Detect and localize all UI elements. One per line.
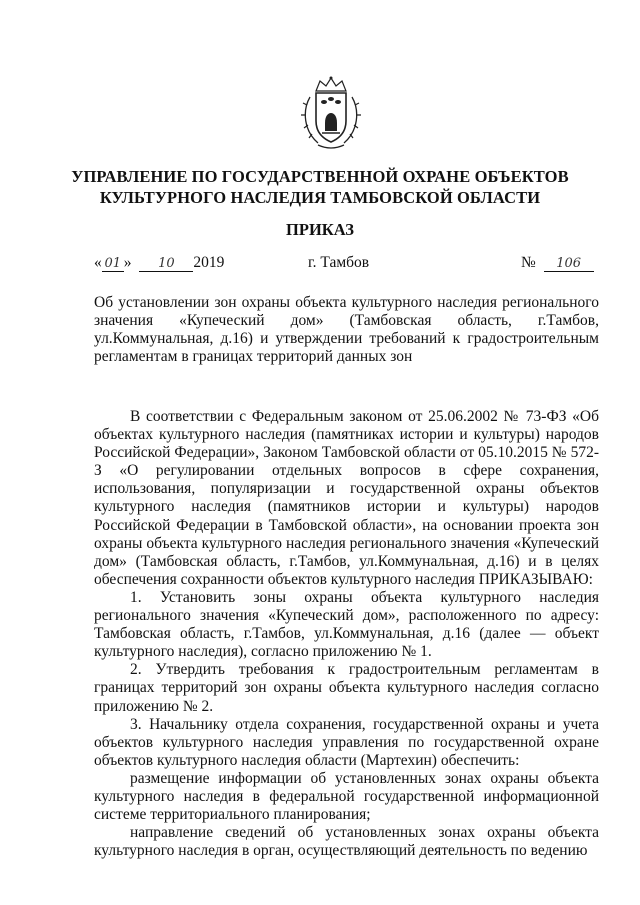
organization-name (40, 166, 600, 208)
body-paragraph-item-1: 1. Установить зоны охраны объекта культурного наследия регионального значения «Купеческий дом», расположенного по адресу: Тамбовская область, г.Тамбов, ул.Коммунальная, д.16 (далее — объект культурного наследия), согласно приложению № 1. (94, 588, 599, 661)
body-paragraph-item-3-sub-2: направление сведений об установленных зонах охраны объекта культурного наследия в орган, осуществляющий деятельность по ведению (94, 824, 599, 860)
document-body (94, 408, 599, 860)
date-open-quote: « (94, 254, 102, 271)
organization-name-line-2: КУЛЬТУРНОГО НАСЛЕДИЯ ТАМБОВСКОЙ ОБЛАСТИ (99, 188, 541, 207)
date-year: 2019 (193, 254, 225, 271)
body-paragraph-item-2: 2. Утвердить требования к градостроительным регламентам в границах территорий зон охраны объекта культурного наследия согласно приложению № 2. (94, 661, 599, 715)
body-paragraph-item-3-sub-1: размещение информации об установленных зонах охраны объекта культурного наследия в федеральной государственной информационной системе территориального планирования; (94, 769, 599, 824)
number-label: № (521, 254, 536, 271)
number-field (544, 254, 594, 272)
date-day-field (102, 254, 124, 272)
document-date (94, 254, 224, 272)
tambov-coat-of-arms-emblem (298, 75, 364, 151)
organization-name-line-1: УПРАВЛЕНИЕ ПО ГОСУДАРСТВЕННОЙ ОХРАНЕ ОБЪЕКТОВ (71, 167, 569, 186)
date-close-quote: » (123, 254, 132, 271)
document-city: г. Тамбов (308, 254, 370, 271)
document-number (521, 254, 594, 272)
number-handwritten: 106 (556, 256, 582, 271)
document-subject: Об установлении зон охраны объекта культурного наследия регионального значения «Купеческий дом» (Тамбовская область, г.Тамбов, ул.Коммунальная, д.16) и утверждении требований к градостроительным регламентам в границах территорий данных зон (94, 294, 599, 365)
date-month-field (139, 254, 193, 272)
body-paragraph-item-3: 3. Начальнику отдела сохранения, государственной охраны и учета объектов культурного наследия управления по государственной охране объектов культурного наследия области (Мартехин) обеспечить: (94, 715, 599, 769)
body-paragraph-preamble: В соответствии с Федеральным законом от 25.06.2002 № 73-ФЗ «Об объектах культурного наследия (памятниках истории и культуры) народов Российской Федерации», Законом Тамбовской области от 05.10.2015 № 572-З «О регулировании отдельных вопросов в сфере сохранения, использования, популяризации и государственной охраны объектов культурного наследия (памятников истории и культуры) народов Российской Федерации в Тамбовской области», на основании проекта зон охраны объекта культурного наследия регионального значения «Купеческий дом» (Тамбовская область, г.Тамбов, ул.Коммунальная, д.16) и в целях обеспечения сохранности объектов культурного наследия ПРИКАЗЫВАЮ: (94, 408, 599, 588)
date-day-handwritten: 01 (104, 256, 122, 271)
date-month-handwritten: 10 (158, 256, 175, 271)
document-type-title: ПРИКАЗ (286, 220, 354, 239)
